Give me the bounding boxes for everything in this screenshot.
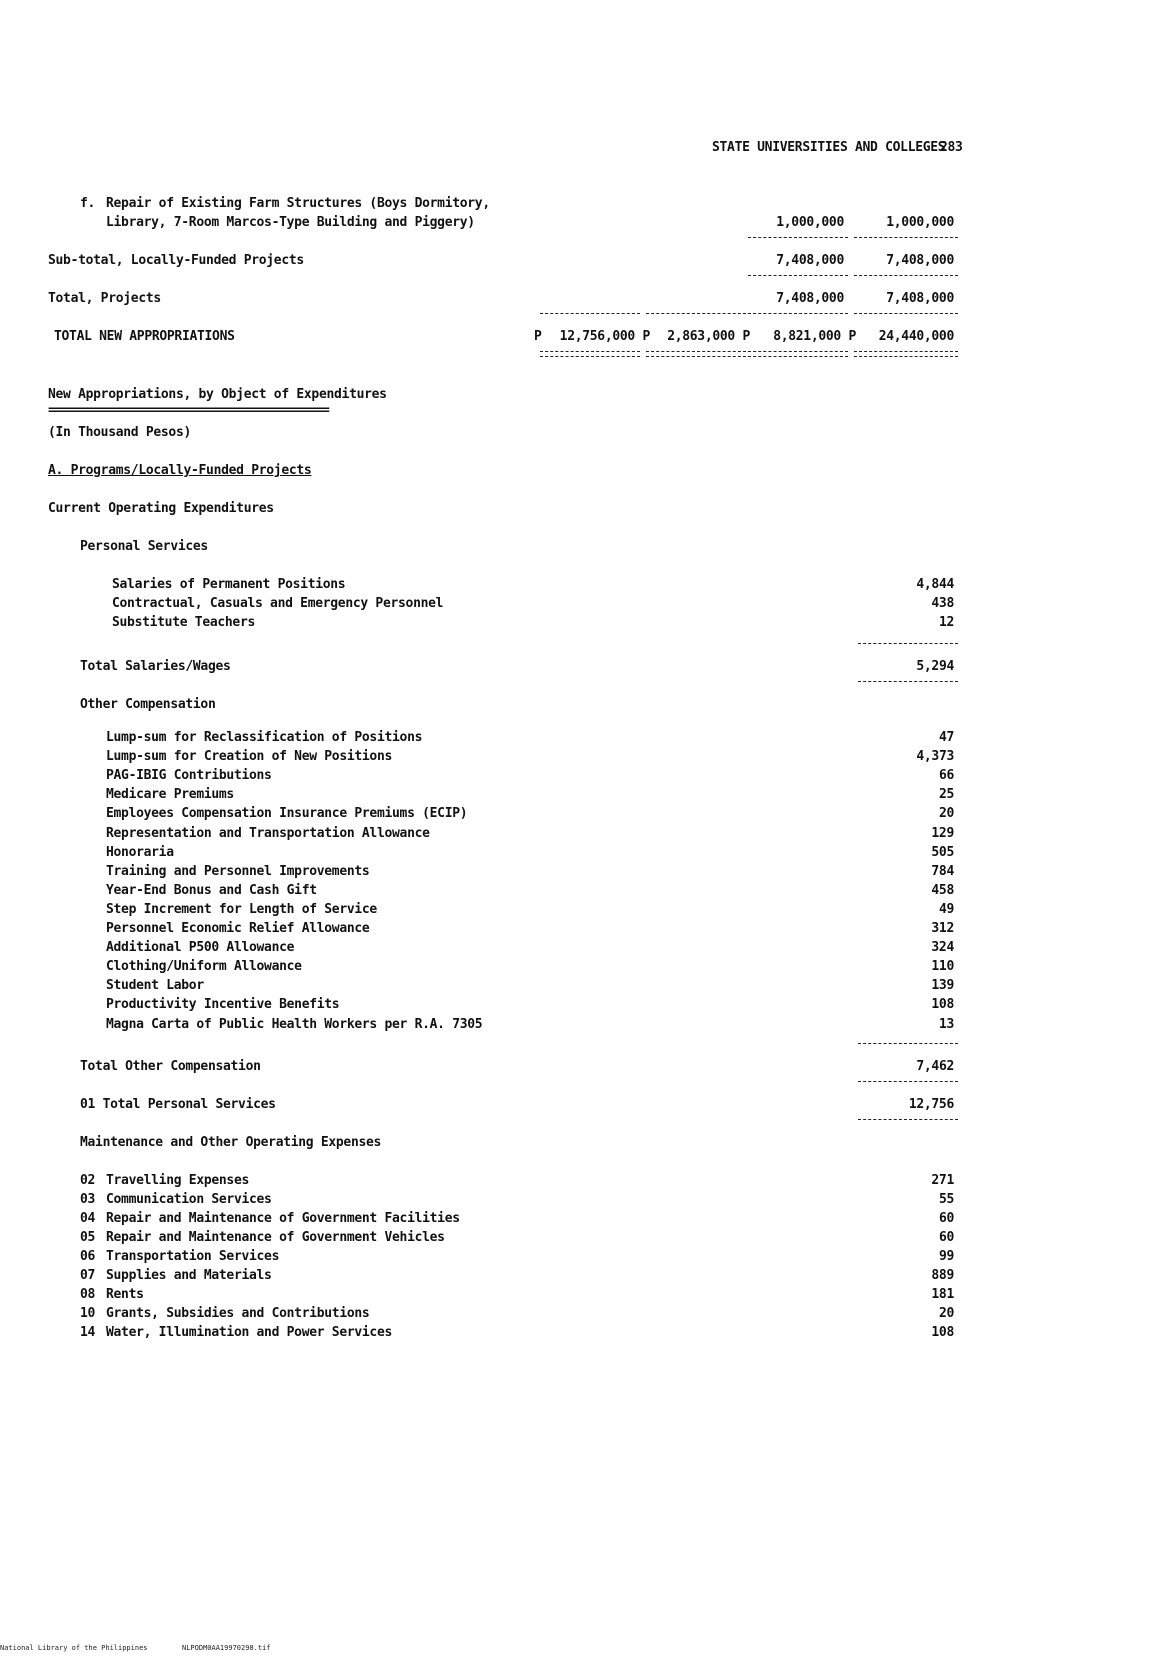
row-value: 25 [938,787,954,803]
total-new-total: 24,440,000 [878,329,954,344]
row-value: 20 [938,806,954,822]
item-f-line1: Repair of Existing Farm Structures (Boys Dormitory, [106,196,490,211]
row-value: 181 [931,1287,954,1302]
row-label: Employees Compensation Insurance Premiums (ECIP) [106,806,468,822]
row-label: Student Labor [106,978,204,994]
row-value: 108 [931,1325,954,1340]
row-value: 784 [931,863,954,879]
item-f-total: 1,000,000 [886,215,954,230]
row-code: 06 [80,1249,96,1264]
total-new-col2: 2,863,000 P [667,329,750,344]
row-value: 438 [931,596,954,611]
page-number: 283 [940,140,963,155]
row-label: Training and Personnel Improvements [106,863,370,879]
row-code: 04 [80,1211,96,1226]
running-header: STATE UNIVERSITIES AND COLLEGES [712,140,946,155]
row-label: Productivity Incentive Benefits [106,997,340,1013]
total-ps-label: 01 Total Personal Services [80,1097,276,1112]
row-label: Transportation Services [106,1249,280,1264]
row-value: 66 [938,768,954,784]
row-code: 14 [80,1325,96,1340]
row-value: 49 [938,901,954,917]
row-label: Personnel Economic Relief Allowance [106,921,370,936]
row-code: 05 [80,1230,96,1245]
total-new-label: TOTAL NEW APPROPRIATIONS [54,329,235,344]
row-label: Repair and Maintenance of Government Vehicles [106,1230,445,1245]
footer-file: NLPODM0AA19970298.tif [182,1644,271,1652]
total-ps-value: 12,756 [908,1097,954,1112]
row-value: 458 [931,882,954,898]
row-value: 12 [938,615,954,630]
row-code: 10 [80,1306,96,1321]
row-value: 60 [938,1230,954,1245]
total-salaries-label: Total Salaries/Wages [80,659,231,674]
row-value: 129 [931,825,954,841]
row-label: Additional P500 Allowance [106,940,295,956]
row-label: Year-End Bonus and Cash Gift [106,882,317,898]
item-f-col3: 1,000,000 [776,215,844,230]
row-label: Water, Illumination and Power Services [106,1325,393,1340]
row-label: Honoraria [106,844,174,860]
row-value: 312 [931,921,954,936]
row-value: 889 [931,1268,954,1283]
row-label: Supplies and Materials [106,1268,272,1283]
row-value: 13 [938,1016,954,1032]
row-value: 4,373 [916,749,954,765]
row-value: 4,844 [916,577,954,592]
row-value: 324 [931,940,954,956]
row-code: 08 [80,1287,96,1302]
row-label: Contractual, Casuals and Emergency Personnel [112,596,444,611]
ps-heading: Personal Services [80,539,208,554]
section-a-heading: A. Programs/Locally-Funded Projects [48,463,312,478]
row-code: 03 [80,1192,96,1207]
total-projects-total: 7,408,000 [886,291,954,306]
row-label: Grants, Subsidies and Contributions [106,1306,370,1321]
row-label: Magna Carta of Public Health Workers per R.A. 7305 [106,1016,483,1032]
subtotal-total: 7,408,000 [886,253,954,268]
row-label: Travelling Expenses [106,1173,250,1188]
row-label: Repair and Maintenance of Government Facilities [106,1211,460,1226]
row-value: 505 [931,844,954,860]
row-value: 271 [931,1173,954,1188]
row-code: 07 [80,1268,96,1283]
row-label: Step Increment for Length of Service [106,901,377,917]
row-label: Communication Services [106,1192,272,1207]
row-value: 47 [938,730,954,745]
total-new-col3: 8,821,000 P [773,329,856,344]
row-label: Clothing/Uniform Allowance [106,959,302,975]
footer-library: National Library of the Philippines [0,1644,148,1652]
objects-title: New Appropriations, by Object of Expenditures [48,387,387,402]
other-comp-heading: Other Compensation [80,697,216,712]
row-value: 55 [938,1192,954,1207]
row-label: Representation and Transportation Allowance [106,825,430,841]
total-projects-col3: 7,408,000 [776,291,844,306]
row-value: 139 [931,978,954,994]
total-new-col1: 12,756,000 P [559,329,650,344]
total-projects-label: Total, Projects [48,291,161,306]
total-new-peso: P [534,329,542,344]
mooe-heading: Maintenance and Other Operating Expenses [80,1135,382,1150]
total-other-comp-label: Total Other Compensation [80,1059,261,1074]
row-label: Rents [106,1287,144,1302]
row-label: PAG-IBIG Contributions [106,768,272,784]
unit-note: (In Thousand Pesos) [48,425,192,440]
subtotal-label: Sub-total, Locally-Funded Projects [48,253,304,268]
row-value: 108 [931,997,954,1013]
row-value: 60 [938,1211,954,1226]
coe-heading: Current Operating Expenditures [48,501,274,516]
row-label: Medicare Premiums [106,787,234,803]
item-f-letter: f. [80,196,96,211]
row-label: Salaries of Permanent Positions [112,577,346,592]
row-value: 99 [938,1249,954,1264]
subtotal-col3: 7,408,000 [776,253,844,268]
row-label: Substitute Teachers [112,615,256,630]
row-label: Lump-sum for Reclassification of Positions [106,730,423,745]
total-other-comp-value: 7,462 [916,1059,954,1074]
row-value: 110 [931,959,954,975]
total-salaries-value: 5,294 [916,659,954,674]
row-code: 02 [80,1173,96,1188]
objects-title-underline: ============================================= [48,403,329,418]
item-f-line2: Library, 7-Room Marcos-Type Building and Piggery) [106,215,475,230]
row-label: Lump-sum for Creation of New Positions [106,749,393,765]
row-value: 20 [938,1306,954,1321]
